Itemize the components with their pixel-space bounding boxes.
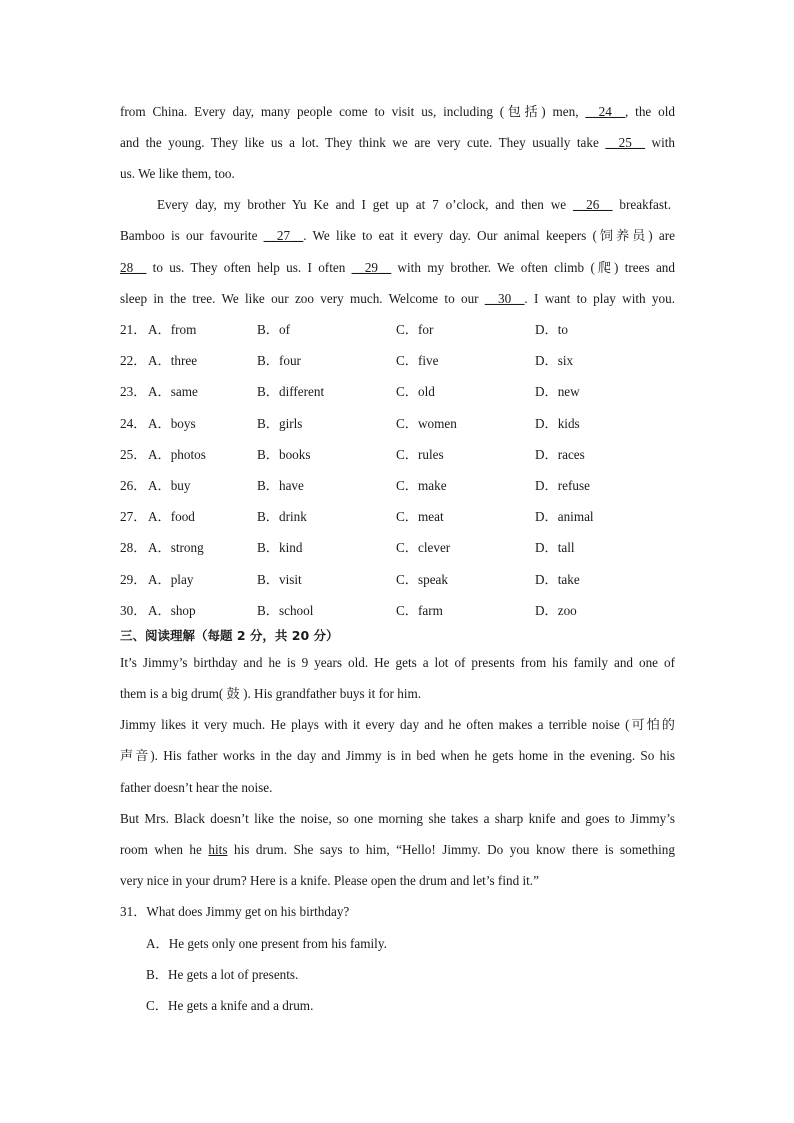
underlined-word: hits	[208, 842, 228, 857]
passage2-line-1: It’s Jimmy’s birthday and he is 9 years old. He gets a lot of presents from his family and one of	[120, 655, 675, 670]
section-heading: 三、阅读理解（每题 2 分，共 20 分）	[120, 628, 339, 643]
passage1-line-3: us. We like them, too.	[120, 166, 235, 181]
text: . We like to eat it every day. Our animal keepers (饲养员) are	[303, 228, 675, 243]
option-b: B．have	[257, 478, 304, 493]
question-row-25	[120, 445, 620, 465]
question-number: 29．	[120, 572, 147, 587]
option-c: C．old	[396, 384, 435, 399]
option-d: D．races	[535, 447, 585, 462]
option-a: A．strong	[148, 540, 204, 555]
question-number: 22．	[120, 353, 147, 368]
text: room when he	[120, 842, 209, 857]
passage2-line-4: 声音). His father works in the day and Jimmy is in bed when he gets home in the evening. So his	[120, 748, 675, 763]
option-d: D．zoo	[535, 603, 577, 618]
text: . I want to play with you.	[524, 291, 676, 306]
passage2-line-6: But Mrs. Black doesn’t like the noise, so one morning she takes a sharp knife and goes to Jimmy’s	[120, 811, 675, 826]
blank-28: 28__	[120, 260, 147, 275]
passage1-line-5	[120, 226, 675, 246]
question-number: 23．	[120, 384, 147, 399]
option-b: B．school	[257, 603, 314, 618]
option-a: A．boys	[148, 416, 196, 431]
option-c: C．farm	[396, 603, 443, 618]
option-c: C．speak	[396, 572, 449, 587]
passage1-line-7	[120, 289, 675, 309]
option-b: B．girls	[257, 416, 303, 431]
question-row-21	[120, 320, 620, 340]
passage1-line-6	[120, 258, 675, 278]
passage2-line-2: them is a big drum( 鼓 ). His grandfather buys it for him.	[120, 686, 422, 701]
question-number: 24．	[120, 416, 147, 431]
question-row-28	[120, 538, 620, 558]
option-a: A．from	[148, 322, 197, 337]
text: with my brother. We often climb (爬) trees and	[391, 260, 675, 275]
text: with	[644, 135, 675, 150]
blank-30: __30__	[484, 291, 525, 306]
question-number: 21．	[120, 322, 147, 337]
passage1-line-1	[120, 102, 675, 122]
question-number: 26．	[120, 478, 147, 493]
passage2-line-5: father doesn’t hear the noise.	[120, 780, 273, 795]
blank-26: __26__	[572, 197, 613, 212]
option-d: D．six	[535, 353, 574, 368]
question-row-26	[120, 476, 620, 496]
option-b: B．different	[257, 384, 325, 399]
blank-25: __25__	[605, 135, 645, 150]
option-a: A．shop	[148, 603, 196, 618]
option-c: C．meat	[396, 509, 444, 524]
text: his drum. She says to him, “Hello! Jimmy. Do you know there is something	[227, 842, 675, 857]
text: from China. Every day, many people come to visit us, including (包括) men,	[120, 104, 586, 119]
option-c: C．rules	[396, 447, 444, 462]
option-d: D．kids	[535, 416, 580, 431]
blank-27: __27__	[263, 228, 304, 243]
question-number: 25．	[120, 447, 147, 462]
option-a: A．same	[148, 384, 198, 399]
question-row-24	[120, 414, 620, 434]
option-a: A．photos	[148, 447, 206, 462]
option-a: A．buy	[148, 478, 191, 493]
option-d: D．take	[535, 572, 580, 587]
option-b: B．books	[257, 447, 311, 462]
question-number: 28．	[120, 540, 147, 555]
question-row-27	[120, 507, 620, 527]
question-31-option-c: C．He gets a knife and a drum.	[146, 998, 314, 1013]
question-row-29	[120, 570, 620, 590]
question-row-22	[120, 351, 620, 371]
option-b: B．visit	[257, 572, 302, 587]
option-a: A．food	[148, 509, 195, 524]
question-row-23	[120, 382, 620, 402]
option-d: D．animal	[535, 509, 594, 524]
option-b: B．drink	[257, 509, 307, 524]
text: Bamboo is our favourite	[120, 228, 264, 243]
option-b: B．of	[257, 322, 290, 337]
option-c: C．five	[396, 353, 439, 368]
text: and the young. They like us a lot. They think we are very cute. They usually take	[120, 135, 606, 150]
passage2-line-7	[120, 840, 675, 860]
option-a: A．play	[148, 572, 194, 587]
option-c: C．for	[396, 322, 434, 337]
option-d: D．to	[535, 322, 568, 337]
option-c: C．make	[396, 478, 447, 493]
option-d: D．new	[535, 384, 580, 399]
option-d: D．tall	[535, 540, 575, 555]
question-number: 27．	[120, 509, 147, 524]
text: Every day, my brother Yu Ke and I get up at 7 o’clock, and then we	[157, 197, 573, 212]
passage2-line-8: very nice in your drum? Here is a knife. Please open the drum and let’s find it.”	[120, 873, 539, 888]
question-number: 30．	[120, 603, 147, 618]
option-b: B．kind	[257, 540, 303, 555]
text: to us. They often help us. I often	[146, 260, 352, 275]
blank-24: __24__	[585, 104, 625, 119]
option-a: A．three	[148, 353, 198, 368]
question-31-stem: 31．What does Jimmy get on his birthday?	[120, 904, 350, 919]
passage2-line-3: Jimmy likes it very much. He plays with it every day and he often makes a terrible noise (可怕的	[120, 717, 675, 732]
option-b: B．four	[257, 353, 301, 368]
question-31-option-a: A．He gets only one present from his family.	[146, 936, 387, 951]
text: , the old	[624, 104, 675, 119]
passage1-line-4	[157, 195, 671, 215]
option-c: C．women	[396, 416, 457, 431]
question-row-30	[120, 601, 620, 621]
text: sleep in the tree. We like our zoo very much. Welcome to our	[120, 291, 485, 306]
option-d: D．refuse	[535, 478, 590, 493]
option-c: C．clever	[396, 540, 451, 555]
text: breakfast.	[612, 197, 671, 212]
question-31-option-b: B．He gets a lot of presents.	[146, 967, 299, 982]
blank-29: __29__	[351, 260, 392, 275]
passage1-line-2	[120, 133, 675, 153]
